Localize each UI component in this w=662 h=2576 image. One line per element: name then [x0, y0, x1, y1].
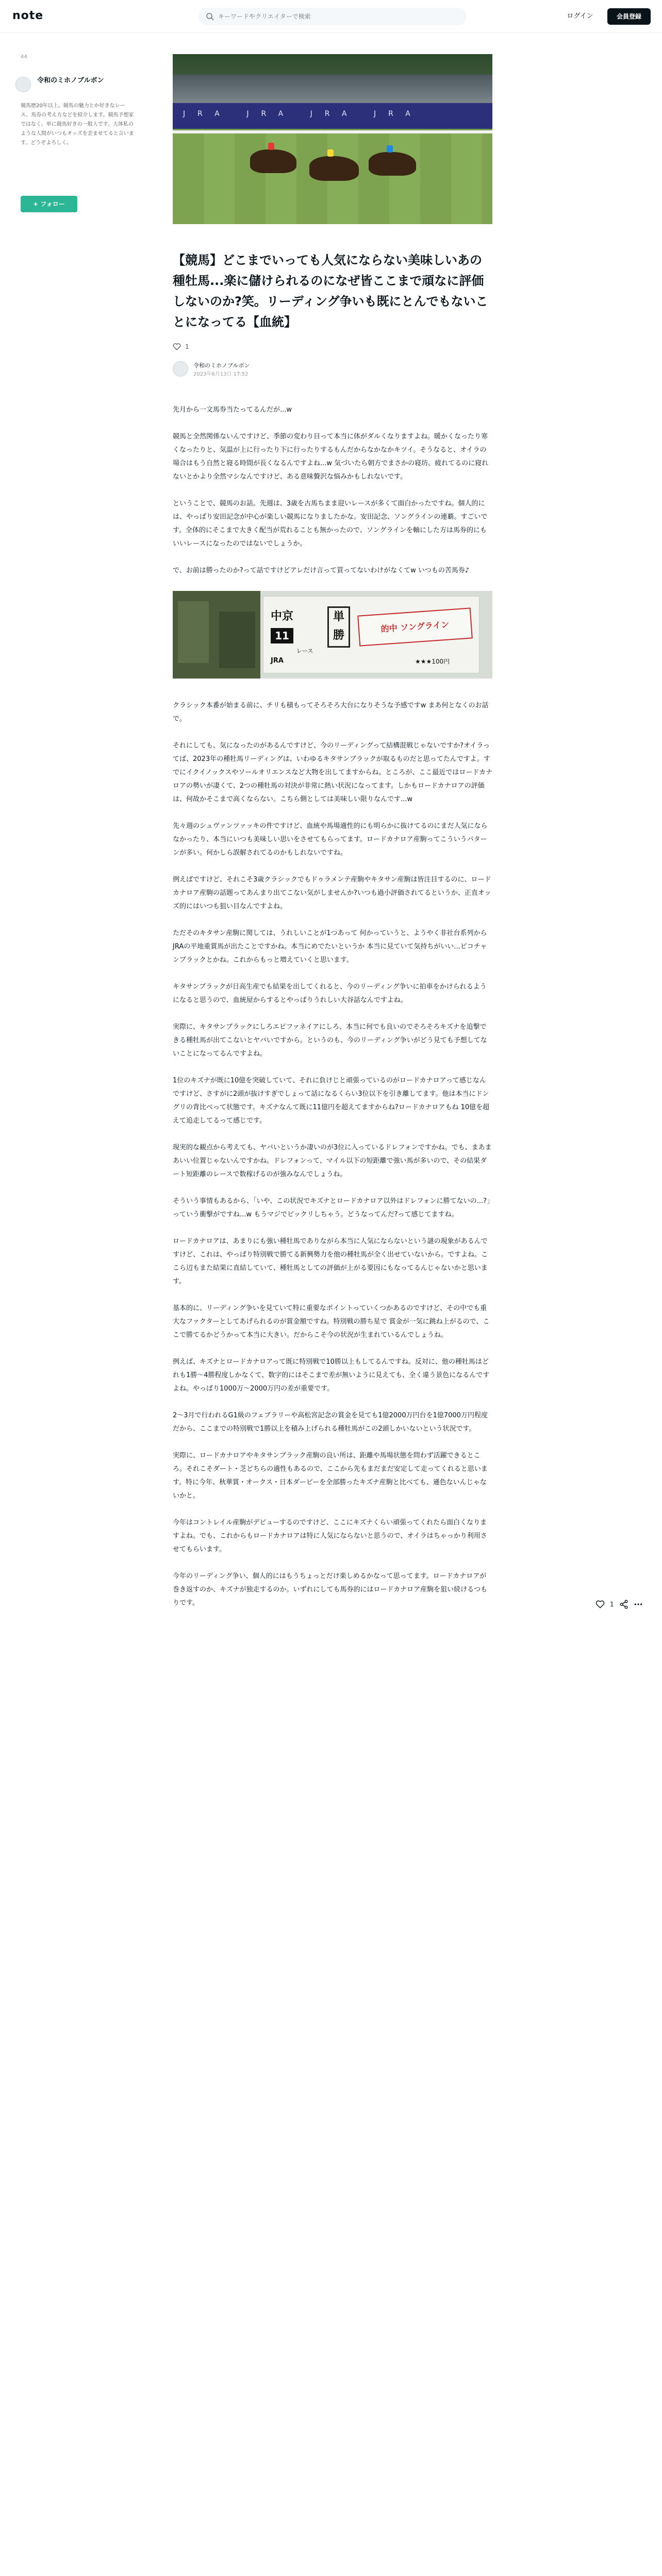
paragraph: で、お前は勝ったのか?って話ですけどアレだけ言って買ってないわけがなくてw いつもの苦馬券♪	[173, 567, 470, 574]
article-body	[173, 403, 492, 1610]
paragraph: 先月から一文馬券当たってるんだが...w	[173, 406, 292, 414]
paragraph: 基本的に、リーディング争いを見ていて特に重要なポイントっていくつかあるのですけど、その中でも重大なファクターとしてあげられるのが賞金額ですね。特別戦の勝ち星で 賞金が一気に跳ね上がるので、ここで勝てるかどうかって本当に大きい。だからこそ今の状況が生まれているんでしょうね。	[173, 1304, 490, 1339]
paragraph: ただそのキタサン産駒に関しては、うれしいことが1つあって 何かっていうと、ようやく非社台系列からJRAの平地重賞馬が出たことですかね。本当にめでたいというか 本当に見ていて気持ちがいい...ピコチャンブラックとかね。これからもっと増えていくと思います。	[173, 929, 487, 964]
horse-figure	[250, 149, 296, 173]
paragraph: 現実的な観点から考えても、ヤバいというか凄いのが3位に入っているドレフォンですかね。でも、まあまあいい位置じゃないんですかね。ドレフォンって、マイル以下の短距離で強い馬が多いので、その結果ダート短距離のレースで数稼げるのが強みなんでしょうね。	[173, 1144, 492, 1178]
ticket-race-label: レース	[296, 648, 313, 654]
ticket-bet-type: 単勝	[327, 606, 350, 648]
heart-icon[interactable]	[173, 343, 181, 351]
horse-figure	[309, 156, 359, 181]
more-icon[interactable]	[634, 1600, 643, 1609]
login-button[interactable]: ログイン	[567, 12, 593, 20]
like-count: 1	[185, 343, 189, 350]
paragraph: ということで、競馬のお話。先週は、3歳を古馬ちまま迎いレースが多くて面白かったですね。個人的には、やっぱり安田記念が中心が楽しい競馬になりましたかな。安田記念、ソングラインの連覇。すごいです。全体的にそこまで大きく配当が荒れることも無かったので、ソングラインを軸にした方は馬券的にもいいレースになったのではないでしょうか。	[173, 500, 488, 548]
ticket-venue: 中京	[271, 610, 294, 623]
search-input[interactable]	[218, 8, 460, 25]
paragraph: クラシック本番が始まる前に、チリも積もってそろそろ大台になりそうな予感ですw まあ何となくのお話で。	[173, 702, 489, 723]
site-header	[0, 0, 662, 33]
paragraph: 実際に、キタサンブラックにしろエピファネイアにしろ、本当に何でも良いのでそろそろキズナを追撃できる種牡馬が出てこないとヤバいですから。というのも、今のリーディング争いがどう見ても予想してないことになってるんですよね。	[173, 1023, 487, 1058]
author-avatar[interactable]	[173, 361, 188, 377]
ticket-jra-mark: JRA	[271, 657, 284, 665]
paragraph: 今年のリーディング争い、個人的にはもうちょっとだけ楽しめるかなって思ってます。ロードカナロアが巻き返すのか、キズナが独走するのか。いずれにしても馬券的にはロードカナロア産駒を狙い続けるつもりです。	[173, 1572, 487, 1607]
hero-image	[173, 54, 492, 224]
hero-banner-text: JRA JRA JRA JRA	[183, 110, 423, 118]
author-sidebar	[15, 54, 134, 208]
signup-button[interactable]: 会員登録	[607, 8, 651, 25]
author-row	[173, 359, 492, 380]
paragraph: 1位のキズナが既に10億を突破していて、それに負けじと頑張っているのがロードカナロアって感じなんですけど、さすがに2頭が抜けすぎでしょって話になるくらい3位以下を引き離してます。他は本当にドングリの背比べって状態です。キズナなんて既に11億円を超えてますからね?ロードカナロアもね 10億を超えて追走してるって感じです。	[173, 1077, 490, 1125]
floating-actions	[595, 1600, 643, 1609]
paragraph: 実際に、ロードカナロアやキタサンブラック産駒の良い所は、距離や馬場状態を問わず活躍できるところ。それこそダート・芝どちらの適性もあるので、ここから先もまだまだ安定して走ってくれると思います。特に今年、秋華賞・オークス・日本ダービーを全部勝ったキズナ産駒と比べても、遜色ないんじゃないかと。	[173, 1452, 488, 1500]
paragraph: 2〜3月で行われるG1級のフェブラリーや高松宮記念の賞金を見ても1億2000万円台を1億7000万円程度だから、ここまでの特別戦で1勝以上を積み上げられる種牡馬がこの2頭しかいないという状況です。	[173, 1412, 488, 1433]
ticket-photo-left	[173, 591, 260, 679]
hero-grandstand	[173, 75, 492, 103]
search-bar[interactable]	[198, 8, 467, 25]
horse-figure	[369, 152, 416, 176]
paragraph: 今年はコントレイル産駒がデビューするのですけど、ここにキズナくらい頑張ってくれたら面白くなりますよね。でも、これからもロードカナロアは特に人気にならないと思うので、オイラはちゃっかり利用させてもらいます。	[173, 1519, 487, 1553]
sidebar-author-name[interactable]: 令和のミホノブルボン	[37, 77, 104, 84]
publish-date: 2023年6月13日 17:52	[193, 371, 249, 377]
sidebar-top-label: 44	[21, 54, 27, 60]
like-row	[173, 342, 492, 352]
paragraph: 例えばですけど、それこそ3歳クラシックでもドゥラメンテ産駒やキタサン産駒は皆注目するのに、ロードカナロア産駒の話題ってあんまり出てこない気がしませんか?いつも過小評価されてるというか、正直オッズ的にはいつも狙い目なんですよね。	[173, 876, 491, 910]
follow-label: フォロー	[40, 200, 65, 208]
paragraph: ロードカナロアは、あまりにも強い種牡馬でありながら本当に人気にならないという謎の現象があるんですけど、これは、やっぱり特別戦で勝てる新興勢力を他の種牡馬が全く出せていないから。ですよね。ここら辺もまた結果に直結していて、種牡馬としての評価が上がる要因にもなってるんじゃないかと思います。	[173, 1238, 488, 1285]
heart-icon[interactable]	[595, 1600, 605, 1609]
ticket-win-stamp: 的中 ソングライン	[357, 607, 473, 646]
betting-ticket-image	[173, 591, 492, 679]
ticket-photo-shape	[219, 612, 255, 668]
floating-like-count: 1	[610, 1601, 614, 1608]
sidebar-author-description: 競馬歴20年以上。競馬の魅力とか好きなレース、馬券の考え方などを紹介します。競馬予想家ではなく、単に競馬好きの一般人です。大体私のような人間がいつもオッズを歪ませてると言います。どうぞよろしく。	[21, 103, 134, 146]
jockey-figure	[387, 145, 393, 152]
jockey-figure	[327, 149, 334, 157]
paragraph: 競馬と全然関係ないんですけど、季節の変わり目って本当に体がダルくなりますよね。暖かくなったり寒くなったりと、気温が上に行ったり下に行ったりするもんだからなかなかキツイ。そうなると、オイラの場合はもう自然と寝る時間が長くなるんですよね...w 気づいたら朝方でまさかの寝坊。疲れてるのに寝れないとかより全然マシなんですけど、ある意味贅沢な悩みかもしれないです。	[173, 433, 489, 481]
article-main	[173, 54, 492, 1623]
ticket-photo-shape	[178, 601, 209, 663]
paragraph: それにしても、気になったのがあるんですけど、今のリーディングって結構混戦じゃないですか?オイラってば、2023年の種牡馬リーディングは、いわゆるキタサンブラックが取るものだと思ってたんですよ。すでにイクイノックスやソールオリエンスなど大物を出してますからね。ところが、ここ最近ではロードカナロアの勢いが凄くて、2つの種牡馬の対決が非常に熱い状況になってます。しかもロードカナロアの評価は、何故かそこまで高くならない。こちら側としては美味しい限りなんです...w	[173, 742, 492, 803]
share-icon[interactable]	[619, 1600, 628, 1609]
note-logo[interactable]: note	[12, 9, 44, 22]
paragraph: キタサンブラックが日高生産でも結果を出してくれると、今のリーディング争いに拍車をかけられるようになると思うので、血統屋からするとやっぱりうれしい大谷話なんですよね。	[173, 983, 487, 1004]
paragraph: 例えば、キズナとロードカナロアって既に特別戦で10勝以上もしてるんですね。反対に、他の種牡馬はどれも1勝〜4勝程度しかなくて、数字的にはそこまで差が無いように見えても、全く違う景色になるんですよね。やっぱり1000万〜2000万円の差が重要です。	[173, 1358, 490, 1393]
paragraph: 先々週のシュヴァンツァッキの件ですけど、血統や馬場適性的にも明らかに抜けてるのにまだ人気にならなかったり、本当にいつも美味しい思いをさせてもらってます。ロードカナロア産駒ってこういうパターンが多い。何かしら誤解されてるのかもしれないですね。	[173, 822, 488, 857]
ticket-amount: ★★★100円	[415, 658, 450, 665]
search-icon	[206, 12, 214, 21]
paragraph: そういう事情もあるから、「いや、この状況でキズナとロードカナロア以外はドレフォンに勝てないの...?」っていう衝撃がですね...w もうマジでビックリしちゃう。どうなってんだ?って感じてますね。	[173, 1197, 490, 1218]
author-name[interactable]: 令和のミホノブルボン	[193, 362, 250, 369]
article-title: 【競馬】どこまでいっても人気にならない美味しいあの種牡馬...楽に儲けられるのになぜ皆ここまで頑なに評価しないのか?笑。リーディング争いも既にとんでもないことになってる【血統】	[173, 253, 488, 329]
plus-icon: +	[33, 200, 39, 208]
sidebar-avatar[interactable]	[15, 77, 31, 92]
jockey-figure	[268, 143, 274, 150]
ticket-race-number: 11	[271, 628, 293, 643]
follow-button[interactable]	[21, 196, 77, 212]
